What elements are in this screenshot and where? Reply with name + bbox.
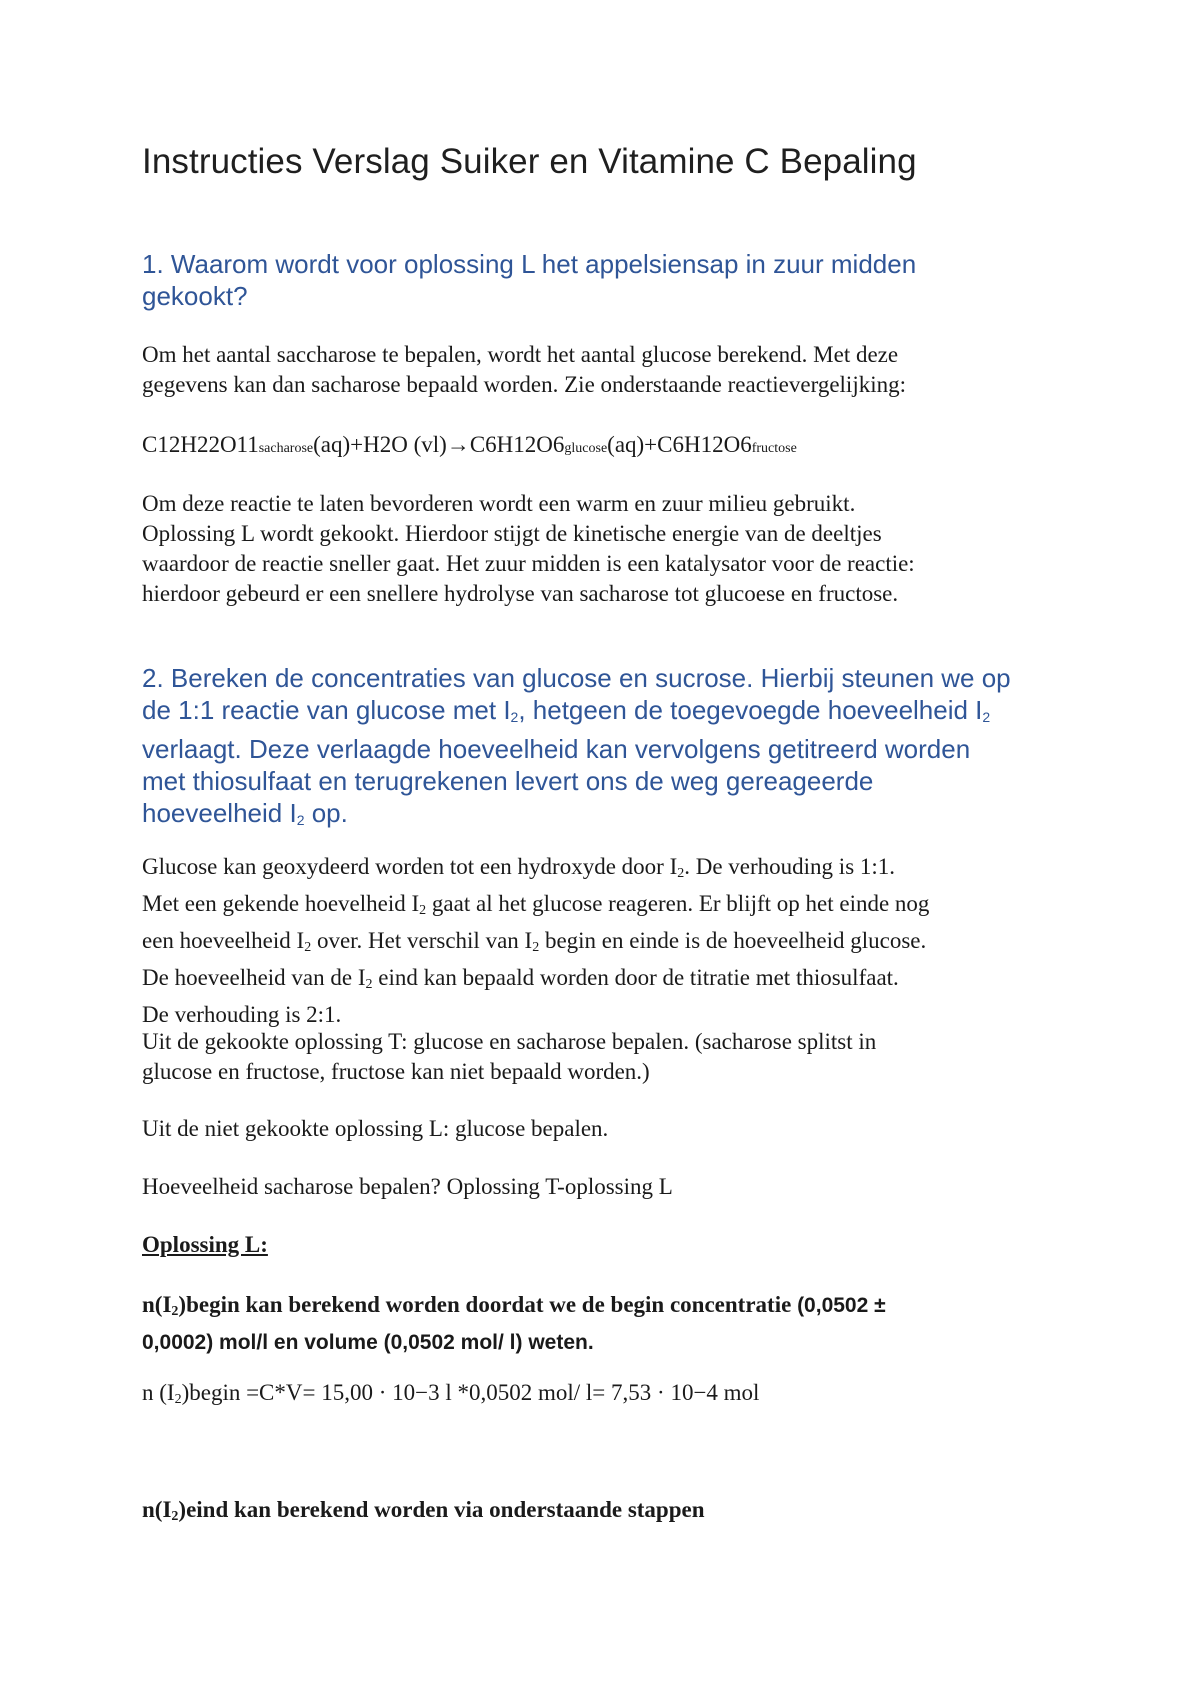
heading-line: met thiosulfaat en terugrekenen levert ons de weg gereageerde bbox=[142, 766, 874, 796]
equation-label: glucose bbox=[564, 441, 608, 456]
answer-2-paragraph-2 bbox=[142, 1027, 1072, 1087]
subscript: 2 bbox=[419, 903, 427, 918]
begin-amount-statement bbox=[142, 1290, 1072, 1358]
subscript: 2 bbox=[171, 1509, 179, 1524]
heading-line: op. bbox=[304, 798, 348, 828]
text-line: hierdoor gebeurd er een snellere hydrolyse van sacharose tot glucoese en fructose. bbox=[142, 581, 899, 606]
equation-part: (aq)+H2O (vl)→C6H12O6 bbox=[313, 432, 565, 457]
text-line: Om deze reactie te laten bevorderen wordt een warm en zuur milieu gebruikt. bbox=[142, 491, 856, 516]
question-1-line-1: 1. Waarom wordt voor oplossing L het appelsiensap in zuur midden bbox=[142, 249, 917, 279]
equation-part: C12H22O11 bbox=[142, 432, 259, 457]
equation-label: sacharose bbox=[258, 441, 314, 456]
end-amount-statement bbox=[142, 1495, 1072, 1532]
text-line: een hoeveelheid I bbox=[142, 928, 305, 953]
text-line: De hoeveelheid van de I bbox=[142, 965, 366, 990]
text-line: De verhouding is 2:1. bbox=[142, 1002, 342, 1027]
heading-line: hoeveelheid I bbox=[142, 798, 297, 828]
subscript: 2 bbox=[677, 866, 685, 881]
calc-part: )begin =C*V= 15,00 · 10−3 l *0,0502 mol/ l= 7,53 · 10−4 mol bbox=[181, 1380, 760, 1405]
text-line: 0,0002) mol/l en volume (0,0502 mol/ l) weten. bbox=[142, 1331, 594, 1354]
heading-line: de 1:1 reactie van glucose met I bbox=[142, 695, 511, 725]
subscript: 2 bbox=[174, 1392, 182, 1407]
section-heading-oplossing-l: Oplossing L: bbox=[142, 1232, 268, 1257]
text-line: (0,0502 ± bbox=[797, 1294, 886, 1317]
equation-label: fructose bbox=[751, 441, 797, 456]
subscript: 2 bbox=[171, 1304, 179, 1319]
subscript: 2 bbox=[304, 940, 312, 955]
question-2-heading bbox=[142, 662, 1072, 836]
text-line: )begin kan berekend worden doordat we de begin concentratie bbox=[178, 1292, 798, 1317]
begin-amount-calculation bbox=[142, 1378, 1072, 1415]
text-line: gegevens kan dan sacharose bepaald worden. Zie onderstaande reactievergelijking: bbox=[142, 372, 906, 397]
subscript: 2 bbox=[296, 812, 305, 828]
text-line: begin en einde is de hoeveelheid glucose. bbox=[539, 928, 927, 953]
text-line: eind kan bepaald worden door de titratie met thiosulfaat. bbox=[372, 965, 899, 990]
calc-part: n (I bbox=[142, 1380, 175, 1405]
text-line: waardoor de reactie sneller gaat. Het zuur midden is een katalysator voor de reactie: bbox=[142, 551, 915, 576]
page-title: Instructies Verslag Suiker en Vitamine C Bepaling bbox=[142, 142, 917, 181]
heading-line: 2. Bereken de concentraties van glucose en sucrose. Hierbij steunen we op bbox=[142, 663, 1011, 693]
equation-part: (aq)+C6H12O6 bbox=[607, 432, 752, 457]
heading-line: , hetgeen de toegevoegde hoeveelheid I bbox=[518, 695, 983, 725]
text-line: )eind kan berekend worden via onderstaande stappen bbox=[178, 1497, 705, 1522]
question-1-heading bbox=[142, 248, 1072, 312]
text-line: n(I bbox=[142, 1292, 172, 1317]
subscript: 2 bbox=[365, 977, 373, 992]
answer-2-paragraph-4: Hoeveelheid sacharose bepalen? Oplossing T-oplossing L bbox=[142, 1174, 673, 1199]
subscript: 2 bbox=[532, 940, 540, 955]
question-1-line-2: gekookt? bbox=[142, 281, 248, 311]
answer-2-paragraph-1 bbox=[142, 852, 1072, 1030]
text-line: Oplossing L wordt gekookt. Hierdoor stijgt de kinetische energie van de deeltjes bbox=[142, 521, 882, 546]
text-line: Om het aantal saccharose te bepalen, wordt het aantal glucose berekend. Met deze bbox=[142, 342, 899, 367]
answer-1-paragraph-1 bbox=[142, 340, 1072, 400]
subscript: 2 bbox=[510, 709, 519, 725]
text-line: gaat al het glucose reageren. Er blijft op het einde nog bbox=[426, 891, 930, 916]
reaction-equation bbox=[142, 430, 1072, 464]
text-line: glucose en fructose, fructose kan niet bepaald worden.) bbox=[142, 1059, 650, 1084]
text-line: . De verhouding is 1:1. bbox=[684, 854, 896, 879]
text-line: n(I bbox=[142, 1497, 172, 1522]
answer-2-paragraph-3: Uit de niet gekookte oplossing L: glucose bepalen. bbox=[142, 1116, 609, 1141]
text-line: Met een gekende hoevelheid I bbox=[142, 891, 420, 916]
subscript: 2 bbox=[982, 709, 991, 725]
answer-1-paragraph-2 bbox=[142, 489, 1072, 609]
text-line: over. Het verschil van I bbox=[311, 928, 533, 953]
text-line: Glucose kan geoxydeerd worden tot een hydroxyde door I bbox=[142, 854, 678, 879]
text-line: Uit de gekookte oplossing T: glucose en sacharose bepalen. (sacharose splitst in bbox=[142, 1029, 877, 1054]
heading-line: verlaagt. Deze verlaagde hoeveelheid kan vervolgens getitreerd worden bbox=[142, 734, 971, 764]
